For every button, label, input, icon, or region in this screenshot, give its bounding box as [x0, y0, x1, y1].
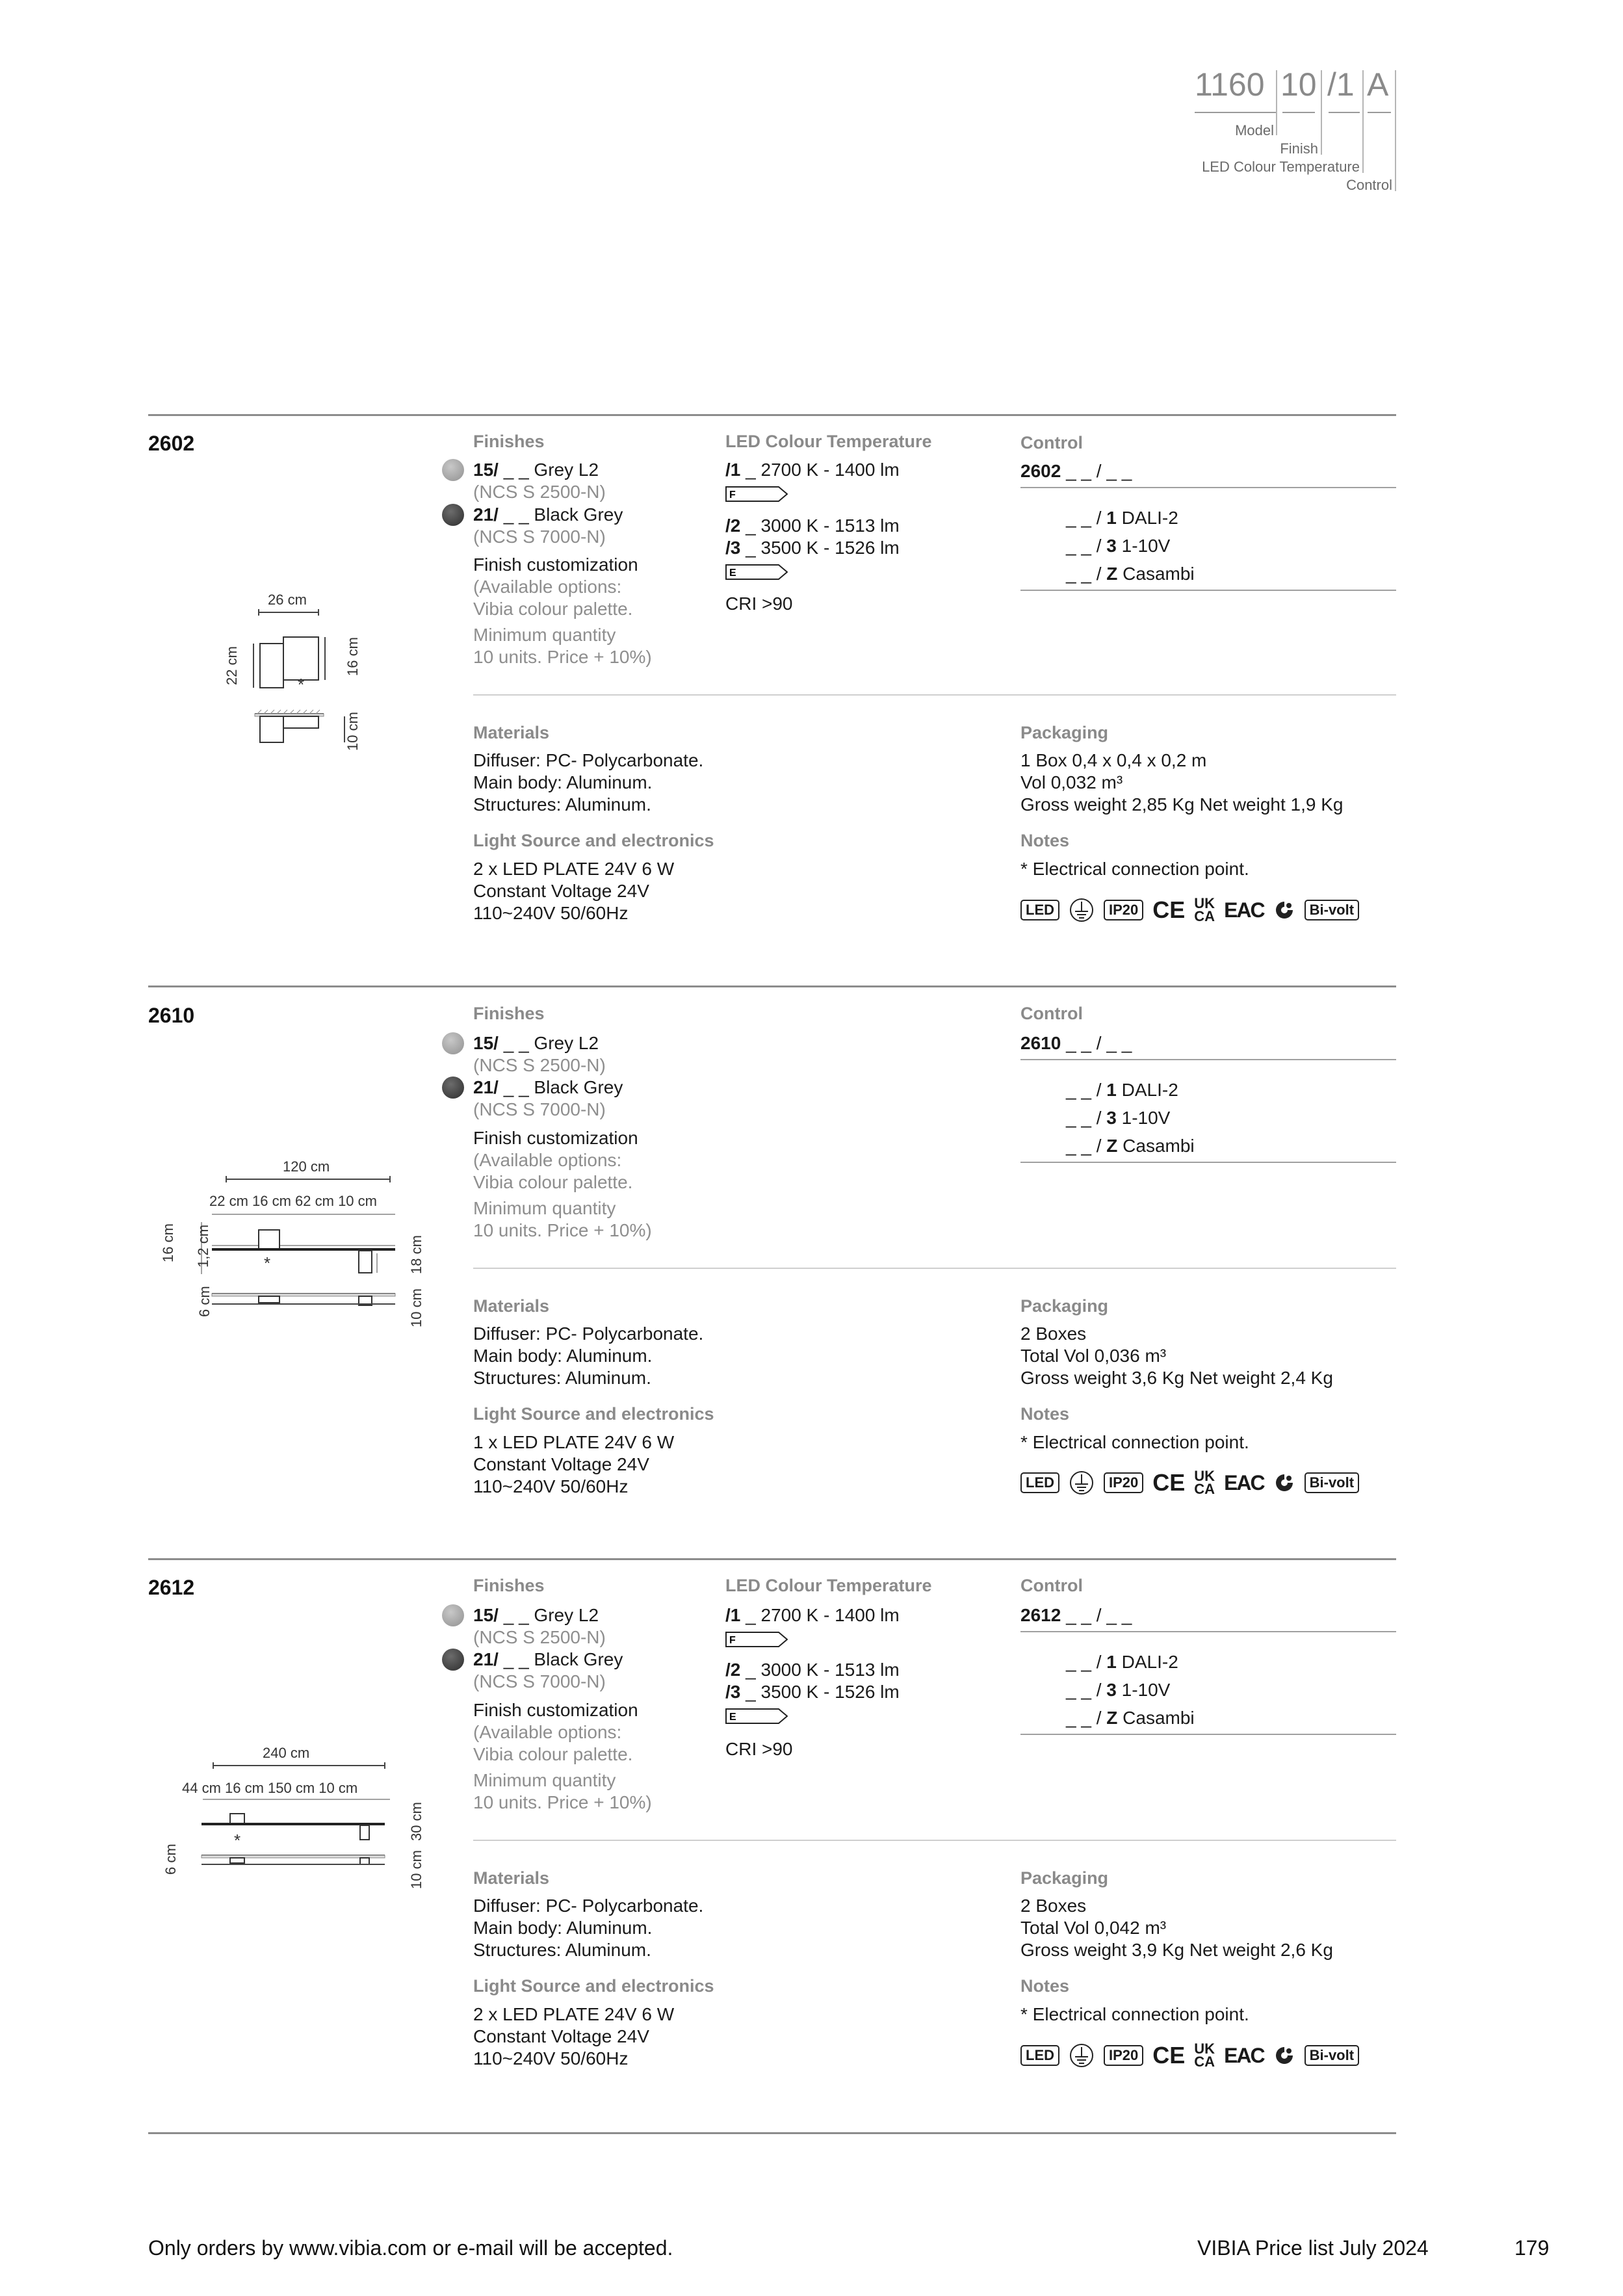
control-blank: _ _ /: [1066, 564, 1107, 584]
ip20-badge-icon: IP20: [1104, 900, 1143, 920]
materials-heading: Materials: [473, 1296, 550, 1316]
led-option-3500[interactable]: [725, 1681, 900, 1703]
control-heading: Control: [1020, 1576, 1083, 1595]
section-divider: [148, 2132, 1396, 2134]
min-quantity-price: 10 units. Price + 10%): [473, 1220, 652, 1240]
light-source: 2 x LED PLATE 24V 6 W: [473, 859, 675, 879]
min-quantity-price: 10 units. Price + 10%): [473, 647, 652, 667]
ukca-line: CA: [1194, 908, 1215, 924]
energy-class-f-icon: [725, 1632, 788, 1647]
dimension-width: 26 cm: [268, 592, 307, 608]
control-code: Z: [1106, 564, 1118, 584]
min-quantity: Minimum quantity: [473, 1770, 616, 1790]
dimension-height: 16 cm: [160, 1223, 176, 1262]
notes-heading: Notes: [1020, 831, 1070, 850]
control-code: 1: [1106, 1652, 1117, 1672]
notes-heading: Notes: [1020, 1404, 1070, 1424]
led-code: /1: [725, 1605, 741, 1625]
recycle-mark-icon: [1273, 2044, 1295, 2067]
code-underline: [1195, 112, 1276, 113]
control-option-1-10v[interactable]: [1066, 1107, 1170, 1129]
control-name: DALI-2: [1121, 508, 1178, 528]
control-code: 1: [1106, 1080, 1117, 1100]
control-blank: _ _ /: [1066, 508, 1107, 528]
dimension-drop: 18 cm: [408, 1235, 424, 1274]
control-name: 1-10V: [1121, 1108, 1171, 1128]
min-quantity: Minimum quantity: [473, 625, 616, 645]
code-divider: [1321, 70, 1322, 155]
control-code: Z: [1106, 1708, 1118, 1728]
product-drawing-2612: [156, 1742, 429, 1892]
finish-option-grey[interactable]: [473, 459, 599, 481]
note-text: * Electrical connection point.: [1020, 859, 1249, 879]
control-option-casambi[interactable]: [1066, 563, 1195, 585]
note-text: * Electrical connection point.: [1020, 2004, 1249, 2024]
footer-order-note: Only orders by www.vibia.com or e-mail will be accepted.: [148, 2236, 673, 2260]
light-source: 1 x LED PLATE 24V 6 W: [473, 1432, 675, 1452]
control-code-head: [1020, 1604, 1132, 1626]
finish-customization: Finish customization: [473, 1700, 638, 1720]
light-source-heading: Light Source and electronics: [473, 831, 714, 850]
control-option-1-10v[interactable]: [1066, 535, 1170, 557]
finish-option-black-grey[interactable]: [473, 1076, 623, 1099]
ground-class-icon: [1069, 2042, 1095, 2068]
custom-palette: Vibia colour palette.: [473, 1744, 633, 1764]
led-code: /2: [725, 515, 741, 536]
control-blank: _ _ /: [1066, 1708, 1107, 1728]
dimension-drop: 30 cm: [408, 1802, 424, 1841]
ukca-mark-icon: [1194, 2042, 1215, 2068]
led-option-2700[interactable]: [725, 1604, 900, 1626]
certification-icons: [1020, 1470, 1359, 1496]
led-spec: _ 2700 K - 1400 lm: [740, 460, 900, 480]
packaging-volume: Vol 0,032 m³: [1020, 772, 1123, 792]
led-spec: _ 3500 K - 1526 lm: [740, 1682, 900, 1702]
finish-blank: _ _: [498, 460, 534, 480]
ce-mark-icon: CE: [1152, 2042, 1186, 2068]
control-divider: [1020, 1162, 1396, 1163]
finish-name: Grey L2: [534, 460, 599, 480]
model-number: 2602: [148, 432, 195, 455]
code-underline: [1282, 112, 1315, 113]
finish-name: Black Grey: [534, 504, 623, 525]
control-blank: _ _ /: [1066, 536, 1107, 556]
dimension-width: 240 cm: [263, 1745, 310, 1761]
finish-code: 15/: [473, 460, 499, 480]
code-divider: [1276, 70, 1277, 135]
control-option-1-10v[interactable]: [1066, 1679, 1170, 1701]
control-name: 1-10V: [1121, 536, 1171, 556]
section-divider: [148, 1558, 1396, 1560]
bivolt-badge-icon: Bi-volt: [1305, 2045, 1359, 2066]
finish-ncs: (NCS S 7000-N): [473, 1671, 606, 1691]
control-divider: [1020, 487, 1396, 488]
bivolt-badge-icon: Bi-volt: [1305, 1472, 1359, 1493]
ukca-mark-icon: [1194, 1470, 1215, 1496]
control-model: 2602: [1020, 461, 1061, 481]
swatch-grey[interactable]: [442, 1032, 464, 1054]
control-option-dali[interactable]: [1066, 507, 1178, 529]
ukca-mark-icon: [1194, 897, 1215, 923]
control-name: Casambi: [1123, 1708, 1195, 1728]
material-body: Main body: Aluminum.: [473, 772, 653, 792]
control-model: 2610: [1020, 1033, 1061, 1053]
led-option-3500[interactable]: [725, 537, 900, 559]
control-divider: [1020, 1631, 1396, 1632]
code-label-control: Control: [1346, 177, 1392, 193]
led-option-2700[interactable]: [725, 459, 900, 481]
material-structures: Structures: Aluminum.: [473, 1940, 651, 1960]
control-divider: [1020, 1059, 1396, 1060]
led-code: /3: [725, 1682, 741, 1702]
finish-ncs: (NCS S 2500-N): [473, 1055, 606, 1075]
finish-name: Grey L2: [534, 1605, 599, 1625]
led-spec: _ 2700 K - 1400 lm: [740, 1605, 900, 1625]
min-quantity: Minimum quantity: [473, 1198, 616, 1218]
control-blank: _ _ / _ _: [1061, 461, 1132, 481]
section-subdivider: [473, 694, 1396, 696]
control-blank: _ _ / _ _: [1061, 1605, 1132, 1625]
dimension-profile: 10 cm: [344, 712, 361, 751]
finish-name: Black Grey: [534, 1077, 623, 1097]
custom-options: (Available options:: [473, 577, 622, 597]
ground-class-icon: [1069, 1470, 1095, 1496]
packaging-weight: Gross weight 3,9 Kg Net weight 2,6 Kg: [1020, 1940, 1333, 1960]
light-input: 110~240V 50/60Hz: [473, 2048, 629, 2068]
certification-icons: [1020, 2042, 1359, 2068]
finish-option-black-grey[interactable]: [473, 504, 623, 526]
connection-point-marker: *: [264, 1253, 271, 1273]
connection-point-marker: *: [234, 1831, 241, 1850]
packaging-heading: Packaging: [1020, 1868, 1109, 1888]
dimension-depth: 16 cm: [344, 637, 361, 676]
ukca-line: UK: [1194, 895, 1215, 911]
ip20-badge-icon: IP20: [1104, 1472, 1143, 1493]
light-source-heading: Light Source and electronics: [473, 1976, 714, 1996]
material-body: Main body: Aluminum.: [473, 1346, 653, 1366]
control-code: 3: [1106, 1680, 1117, 1700]
finish-blank: _ _: [498, 1077, 534, 1097]
dimension-segments: 44 cm 16 cm 150 cm 10 cm: [182, 1780, 358, 1796]
page-number: 179: [1514, 2236, 1550, 2260]
light-input: 110~240V 50/60Hz: [473, 903, 629, 923]
code-finish: 10: [1280, 66, 1317, 103]
control-name: DALI-2: [1121, 1652, 1178, 1672]
led-option-3000[interactable]: [725, 1659, 900, 1681]
ukca-line: CA: [1194, 1481, 1215, 1497]
light-voltage: Constant Voltage 24V: [473, 881, 649, 901]
code-label-led: LED Colour Temperature: [1202, 159, 1360, 175]
energy-letter: F: [729, 489, 736, 501]
control-blank: _ _ / _ _: [1061, 1033, 1132, 1053]
cri-value: CRI >90: [725, 594, 793, 614]
footer-brand: VIBIA Price list July 2024: [1197, 2236, 1429, 2260]
led-heading: LED Colour Temperature: [725, 1576, 932, 1595]
finish-customization: Finish customization: [473, 554, 638, 575]
custom-options: (Available options:: [473, 1150, 622, 1170]
eac-mark-icon: EAC: [1224, 1471, 1264, 1494]
code-underline: [1368, 112, 1391, 113]
ground-class-icon: [1069, 897, 1095, 923]
custom-palette: Vibia colour palette.: [473, 1172, 633, 1192]
material-body: Main body: Aluminum.: [473, 1918, 653, 1938]
recycle-mark-icon: [1273, 1472, 1295, 1494]
control-option-dali[interactable]: [1066, 1079, 1178, 1101]
finish-code: 21/: [473, 1077, 499, 1097]
dimension-width: 120 cm: [283, 1158, 330, 1175]
packaging-volume: Total Vol 0,042 m³: [1020, 1918, 1167, 1938]
note-text: * Electrical connection point.: [1020, 1432, 1249, 1452]
control-blank: _ _ /: [1066, 1108, 1107, 1128]
led-badge-icon: LED: [1020, 2045, 1059, 2066]
material-diffuser: Diffuser: PC- Polycarbonate.: [473, 750, 704, 770]
control-option-casambi[interactable]: [1066, 1135, 1195, 1157]
energy-class-e-icon: [725, 564, 788, 580]
control-name: Casambi: [1123, 564, 1195, 584]
dimension-thickness: 1,2 cm: [195, 1224, 211, 1268]
finish-option-grey[interactable]: [473, 1032, 599, 1054]
finish-customization: Finish customization: [473, 1128, 638, 1148]
light-source-heading: Light Source and electronics: [473, 1404, 714, 1424]
notes-heading: Notes: [1020, 1976, 1070, 1996]
swatch-black-grey[interactable]: [442, 1649, 464, 1671]
dimension-depth: 6 cm: [162, 1844, 179, 1875]
control-heading: Control: [1020, 1004, 1083, 1023]
code-divider: [1395, 70, 1396, 191]
energy-letter: F: [729, 1635, 736, 1646]
product-code-legend: [1183, 65, 1397, 198]
control-option-casambi[interactable]: [1066, 1707, 1195, 1729]
finish-blank: _ _: [498, 1605, 534, 1625]
led-code: /2: [725, 1660, 741, 1680]
finish-code: 15/: [473, 1605, 499, 1625]
finish-option-grey[interactable]: [473, 1604, 599, 1626]
section-subdivider: [473, 1840, 1396, 1841]
led-spec: _ 3000 K - 1513 lm: [740, 515, 900, 536]
material-diffuser: Diffuser: PC- Polycarbonate.: [473, 1324, 704, 1344]
finish-ncs: (NCS S 7000-N): [473, 1099, 606, 1119]
section-divider: [148, 985, 1396, 987]
eac-mark-icon: EAC: [1224, 2044, 1264, 2067]
finishes-heading: Finishes: [473, 1576, 545, 1595]
led-code: /3: [725, 538, 741, 558]
eac-mark-icon: EAC: [1224, 898, 1264, 922]
packaging-heading: Packaging: [1020, 1296, 1109, 1316]
materials-heading: Materials: [473, 1868, 550, 1888]
finish-blank: _ _: [498, 504, 534, 525]
energy-class-e-icon: [725, 1708, 788, 1724]
model-number: 2612: [148, 1576, 195, 1599]
led-badge-icon: LED: [1020, 900, 1059, 920]
led-heading: LED Colour Temperature: [725, 432, 932, 451]
ukca-line: CA: [1194, 2054, 1215, 2070]
cri-value: CRI >90: [725, 1739, 793, 1759]
ce-mark-icon: CE: [1152, 1469, 1186, 1496]
code-led: /1: [1327, 66, 1355, 103]
swatch-black-grey[interactable]: [442, 504, 464, 526]
finish-name: Black Grey: [534, 1649, 623, 1669]
section-subdivider: [473, 1268, 1396, 1269]
dimension-depth: 6 cm: [196, 1286, 213, 1317]
code-underline: [1329, 112, 1360, 113]
connection-point-marker: *: [298, 675, 305, 694]
material-diffuser: Diffuser: PC- Polycarbonate.: [473, 1896, 704, 1916]
dimension-segments: 22 cm 16 cm 62 cm 10 cm: [209, 1193, 377, 1209]
control-blank: _ _ /: [1066, 1652, 1107, 1672]
light-voltage: Constant Voltage 24V: [473, 2026, 649, 2046]
swatch-grey[interactable]: [442, 1604, 464, 1626]
control-name: 1-10V: [1121, 1680, 1171, 1700]
finish-option-black-grey[interactable]: [473, 1649, 623, 1671]
packaging-weight: Gross weight 3,6 Kg Net weight 2,4 Kg: [1020, 1368, 1333, 1388]
finishes-heading: Finishes: [473, 432, 545, 451]
light-voltage: Constant Voltage 24V: [473, 1454, 649, 1474]
finishes-heading: Finishes: [473, 1004, 545, 1023]
packaging-boxes: 1 Box 0,4 x 0,4 x 0,2 m: [1020, 750, 1207, 770]
ip20-badge-icon: IP20: [1104, 2045, 1143, 2066]
finish-ncs: (NCS S 2500-N): [473, 1627, 606, 1647]
model-number: 2610: [148, 1004, 195, 1027]
finish-blank: _ _: [498, 1649, 534, 1669]
finish-code: 15/: [473, 1033, 499, 1053]
code-label-model: Model: [1235, 122, 1274, 138]
control-divider: [1020, 1734, 1396, 1735]
finish-ncs: (NCS S 7000-N): [473, 527, 606, 547]
led-code: /1: [725, 460, 741, 480]
packaging-weight: Gross weight 2,85 Kg Net weight 1,9 Kg: [1020, 794, 1344, 815]
dimension-height: 22 cm: [224, 646, 240, 685]
certification-icons: [1020, 897, 1359, 923]
ukca-line: UK: [1194, 2041, 1215, 2057]
packaging-boxes: 2 Boxes: [1020, 1324, 1087, 1344]
bivolt-badge-icon: Bi-volt: [1305, 900, 1359, 920]
packaging-volume: Total Vol 0,036 m³: [1020, 1346, 1167, 1366]
finish-code: 21/: [473, 1649, 499, 1669]
finish-name: Grey L2: [534, 1033, 599, 1053]
control-code-head: [1020, 1032, 1132, 1054]
control-code: 3: [1106, 536, 1117, 556]
control-code: 1: [1106, 508, 1117, 528]
led-spec: _ 3000 K - 1513 lm: [740, 1660, 900, 1680]
materials-heading: Materials: [473, 723, 550, 742]
ce-mark-icon: CE: [1152, 896, 1186, 923]
code-model: 1160: [1195, 66, 1265, 103]
light-source: 2 x LED PLATE 24V 6 W: [473, 2004, 675, 2024]
recycle-mark-icon: [1273, 899, 1295, 921]
swatch-grey[interactable]: [442, 459, 464, 481]
control-model: 2612: [1020, 1605, 1061, 1625]
code-control: A: [1367, 66, 1389, 103]
control-blank: _ _ /: [1066, 1680, 1107, 1700]
control-heading: Control: [1020, 433, 1083, 452]
dimension-profile: 10 cm: [408, 1288, 424, 1327]
packaging-heading: Packaging: [1020, 723, 1109, 742]
packaging-boxes: 2 Boxes: [1020, 1896, 1087, 1916]
energy-class-f-icon: [725, 486, 788, 502]
code-label-finish: Finish: [1280, 140, 1318, 157]
led-spec: _ 3500 K - 1526 lm: [740, 538, 900, 558]
control-code: 3: [1106, 1108, 1117, 1128]
material-structures: Structures: Aluminum.: [473, 1368, 651, 1388]
ukca-line: UK: [1194, 1468, 1215, 1484]
control-name: DALI-2: [1121, 1080, 1178, 1100]
section-divider: [148, 414, 1396, 416]
finish-blank: _ _: [498, 1033, 534, 1053]
control-divider: [1020, 590, 1396, 591]
control-name: Casambi: [1123, 1136, 1195, 1156]
energy-letter: E: [729, 567, 736, 579]
light-input: 110~240V 50/60Hz: [473, 1476, 629, 1496]
control-code-head: [1020, 460, 1132, 482]
control-code: Z: [1106, 1136, 1118, 1156]
code-divider: [1362, 70, 1364, 173]
control-blank: _ _ /: [1066, 1136, 1107, 1156]
custom-palette: Vibia colour palette.: [473, 599, 633, 619]
swatch-black-grey[interactable]: [442, 1076, 464, 1099]
custom-options: (Available options:: [473, 1722, 622, 1742]
min-quantity-price: 10 units. Price + 10%): [473, 1792, 652, 1812]
material-structures: Structures: Aluminum.: [473, 794, 651, 815]
led-badge-icon: LED: [1020, 1472, 1059, 1493]
control-blank: _ _ /: [1066, 1080, 1107, 1100]
finish-ncs: (NCS S 2500-N): [473, 482, 606, 502]
dimension-profile: 10 cm: [408, 1850, 424, 1889]
energy-letter: E: [729, 1712, 736, 1723]
led-option-3000[interactable]: [725, 515, 900, 537]
finish-code: 21/: [473, 504, 499, 525]
control-option-dali[interactable]: [1066, 1651, 1178, 1673]
